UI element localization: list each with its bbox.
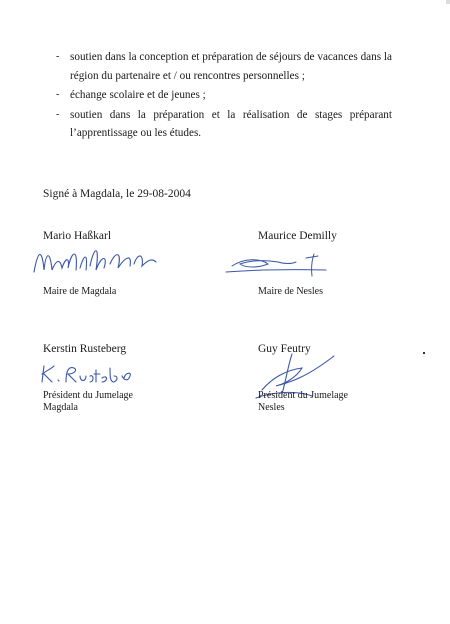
bullet-symbol: -	[56, 51, 60, 62]
scan-edge-mark	[446, 0, 450, 4]
signed-place-date: Signé à Magdala, le 29-08-2004	[43, 188, 191, 200]
signature-demilly	[222, 250, 332, 280]
scan-speck	[423, 352, 425, 354]
bullet-list	[56, 48, 392, 144]
bullet-item	[56, 48, 392, 85]
signature-haskarl	[30, 240, 160, 280]
signatory-name-haskarl: Mario Haßkarl	[43, 230, 112, 242]
role-president-magdala-line1: Président du Jumelage	[43, 390, 133, 401]
role-mayor-nesles: Maire de Nesles	[258, 286, 323, 297]
bullet-symbol: -	[56, 108, 60, 120]
role-president-nesles-line2: Nesles	[258, 402, 285, 413]
bullet-item	[56, 86, 392, 105]
bullet-text: soutien dans la conception et préparation de séjours de vacances dans la région du partenaire et / ou rencontres personnelles ;	[70, 51, 392, 82]
signatory-name-rusteberg: Kerstin Rusteberg	[43, 343, 127, 355]
signatory-name-demilly: Maurice Demilly	[258, 230, 337, 242]
bullet-symbol: -	[56, 89, 60, 100]
role-mayor-magdala: Maire de Magdala	[43, 286, 117, 297]
bullet-text: soutien dans la préparation et la réalisation de stages préparant l’apprentissage ou les études.	[70, 108, 392, 139]
signatory-name-feutry: Guy Feutry	[258, 343, 311, 355]
role-president-nesles-line1: Président du Jumelage	[258, 390, 348, 401]
signature-rusteberg	[38, 362, 138, 386]
bullet-item	[56, 106, 392, 143]
role-president-magdala-line2: Magdala	[43, 402, 78, 413]
bullet-text: échange scolaire et de jeunes ;	[70, 89, 206, 101]
